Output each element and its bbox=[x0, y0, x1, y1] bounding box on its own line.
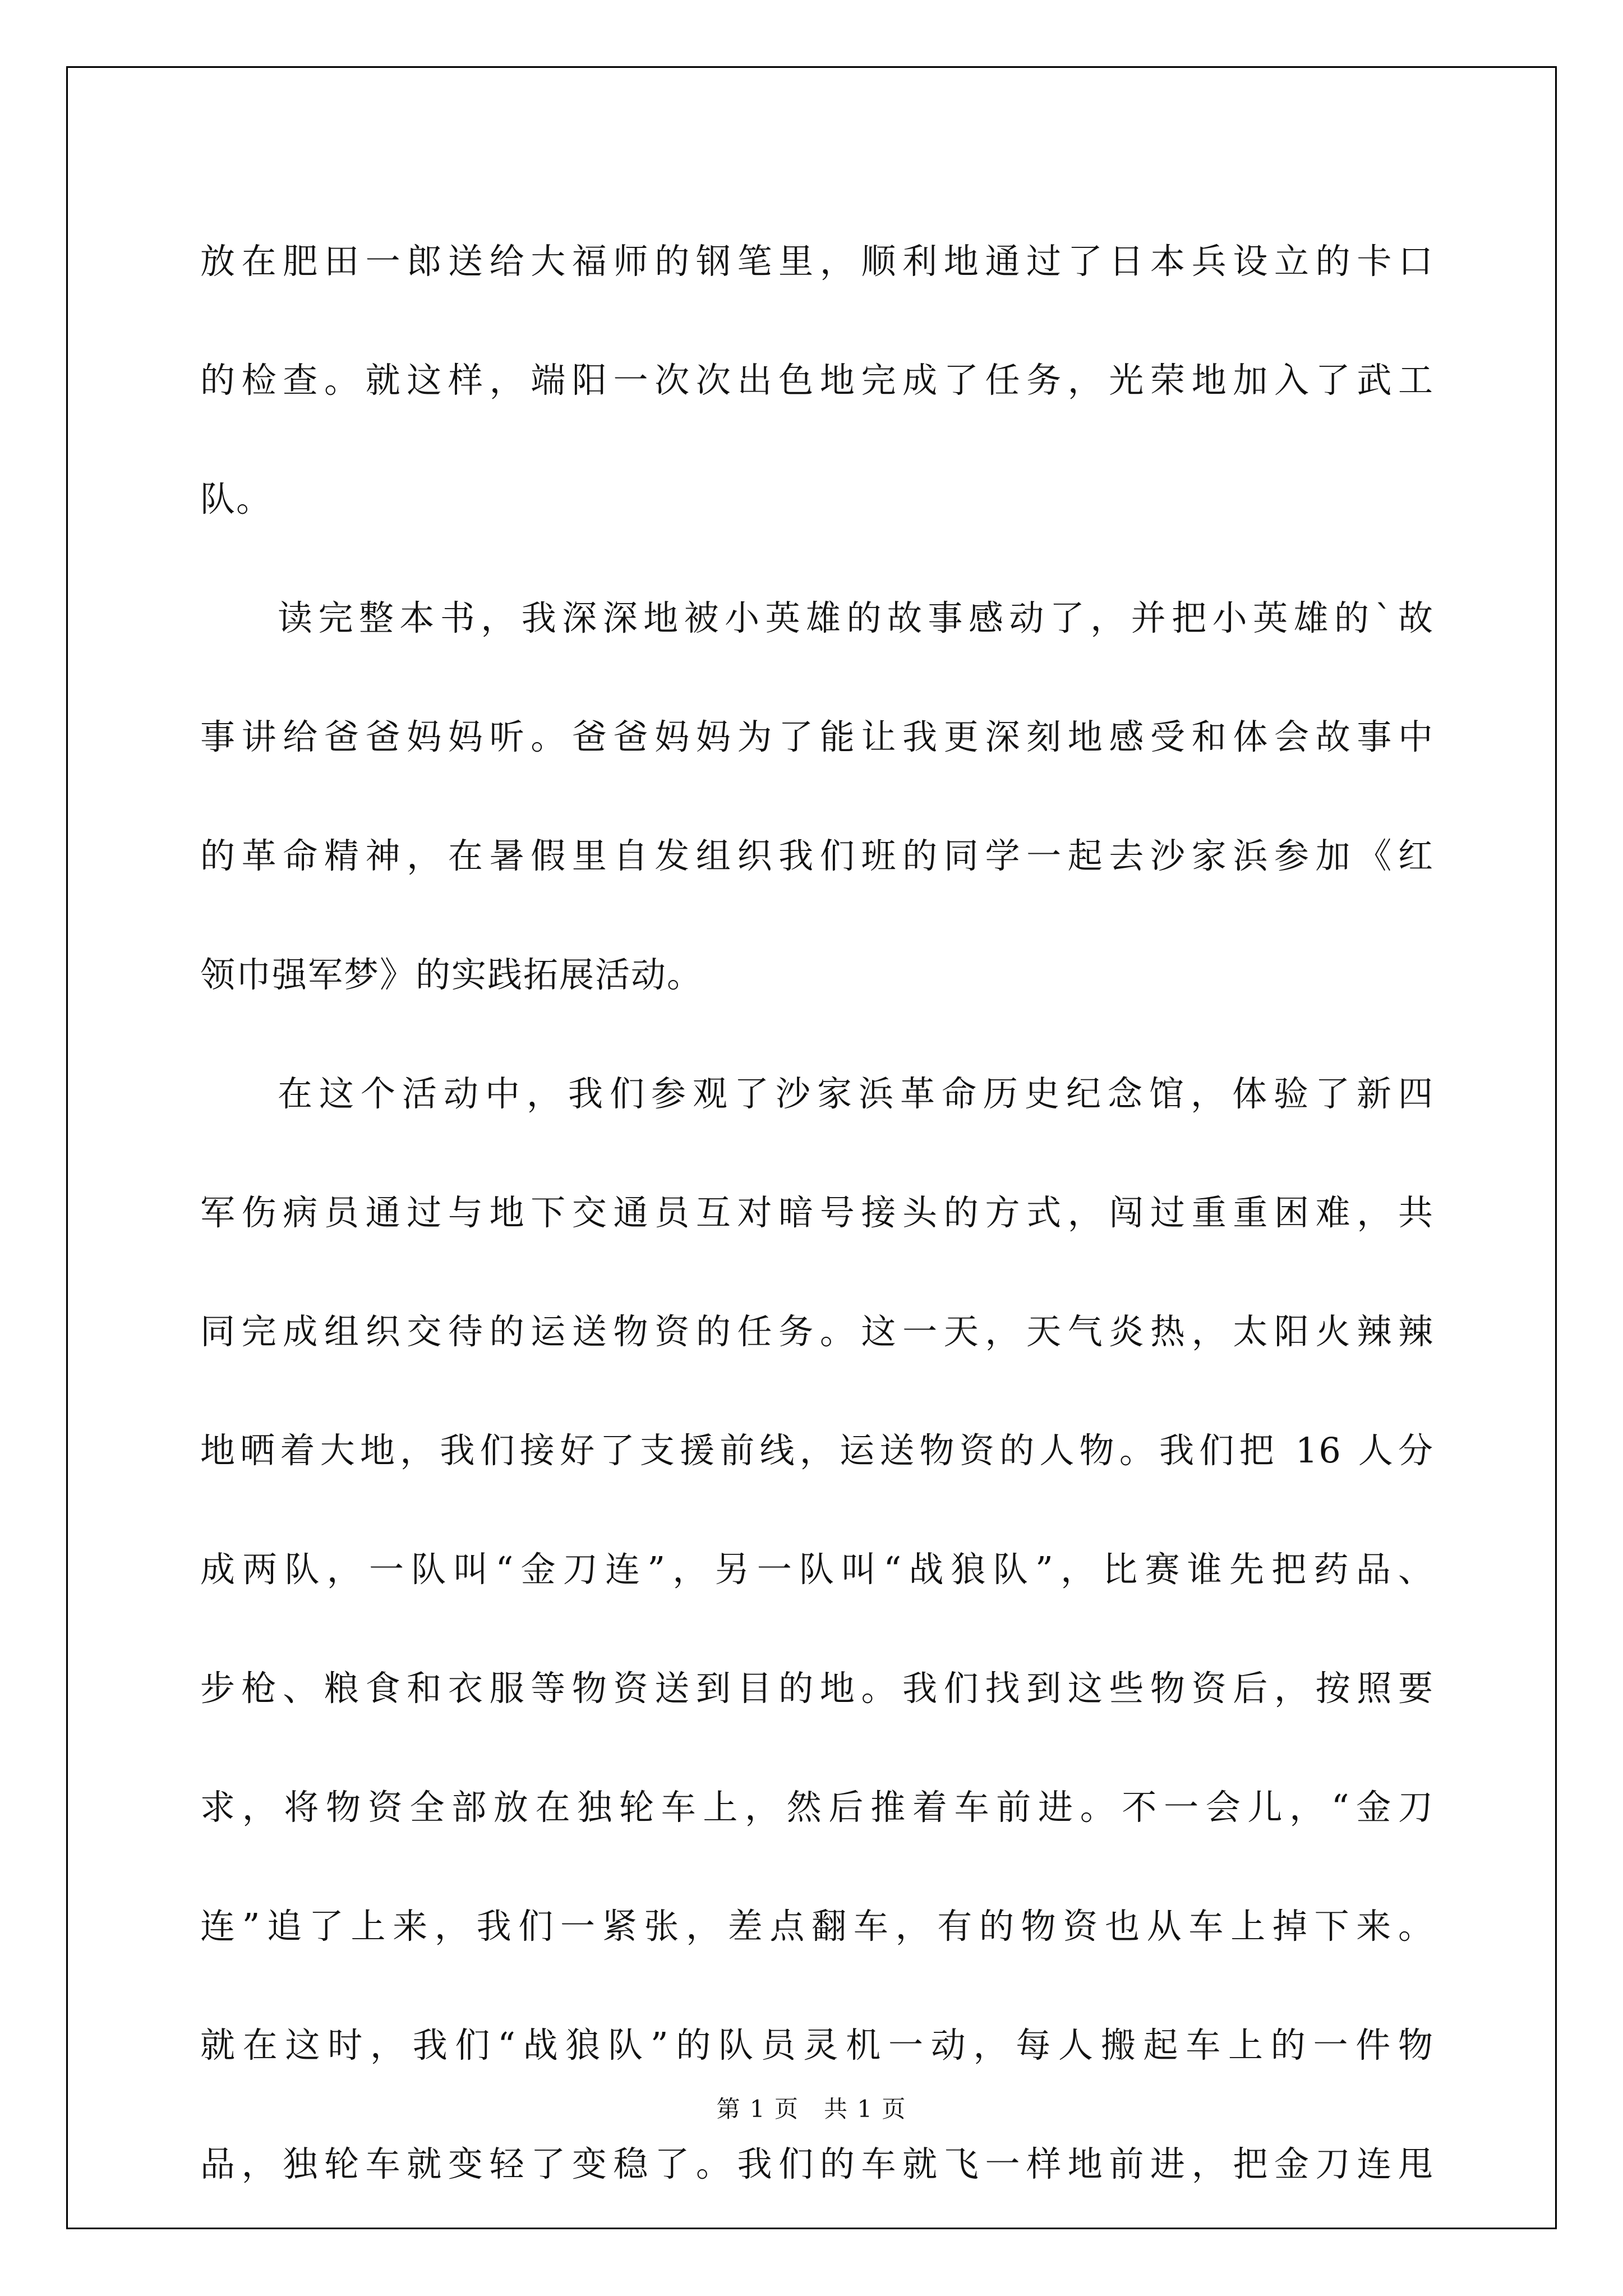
text-line: 品，独轮车就变轻了变稳了。我们的车就飞一样地前进，把金刀连甩 bbox=[200, 2143, 1434, 2184]
text-line: 放在肥田一郎送给大福师的钢笔里，顺利地通过了日本兵设立的卡口 bbox=[200, 241, 1434, 282]
text-line: 成两队，一队叫“金刀连”，另一队叫“战狼队”，比赛谁先把药品、 bbox=[200, 1549, 1434, 1590]
text-line: 读完整本书，我深深地被小英雄的故事感动了，并把小英雄的`故 bbox=[278, 597, 1434, 638]
paragraph-1 bbox=[200, 202, 1434, 559]
text-line: 队。 bbox=[200, 478, 273, 519]
text-line: 同完成组织交待的运送物资的任务。这一天，天气炎热，太阳火辣辣 bbox=[200, 1311, 1434, 1352]
paragraph-2 bbox=[200, 559, 1434, 1034]
text-line: 步枪、粮食和衣服等物资送到目的地。我们找到这些物资后，按照要 bbox=[200, 1668, 1434, 1709]
page-footer: 第 1 页 共 1 页 bbox=[716, 2095, 907, 2123]
text-line: 在这个活动中，我们参观了沙家浜革命历史纪念馆，体验了新四 bbox=[278, 1073, 1434, 1114]
paragraph-3 bbox=[200, 1034, 1434, 2224]
text-line: 的革命精神，在暑假里自发组织我们班的同学一起去沙家浜参加《红 bbox=[200, 835, 1434, 876]
document-body bbox=[200, 202, 1434, 2224]
text-line: 的检查。就这样，端阳一次次出色地完成了任务，光荣地加入了武工 bbox=[200, 360, 1434, 401]
text-line: 领巾强军梦》的实践拓展活动。 bbox=[200, 954, 703, 995]
text-line: 军伤病员通过与地下交通员互对暗号接头的方式，闯过重重困难，共 bbox=[200, 1192, 1434, 1233]
text-line: 事讲给爸爸妈妈听。爸爸妈妈为了能让我更深刻地感受和体会故事中 bbox=[200, 716, 1434, 757]
text-line: 就在这时，我们“战狼队”的队员灵机一动，每人搬起车上的一件物 bbox=[200, 2024, 1434, 2065]
text-line: 求，将物资全部放在独轮车上，然后推着车前进。不一会儿，“金刀 bbox=[200, 1787, 1434, 1828]
text-line: 连”追了上来，我们一紧张，差点翻车，有的物资也从车上掉下来。 bbox=[200, 1906, 1434, 1947]
text-line: 地晒着大地，我们接好了支援前线，运送物资的人物。我们把 16 人分 bbox=[200, 1430, 1434, 1471]
